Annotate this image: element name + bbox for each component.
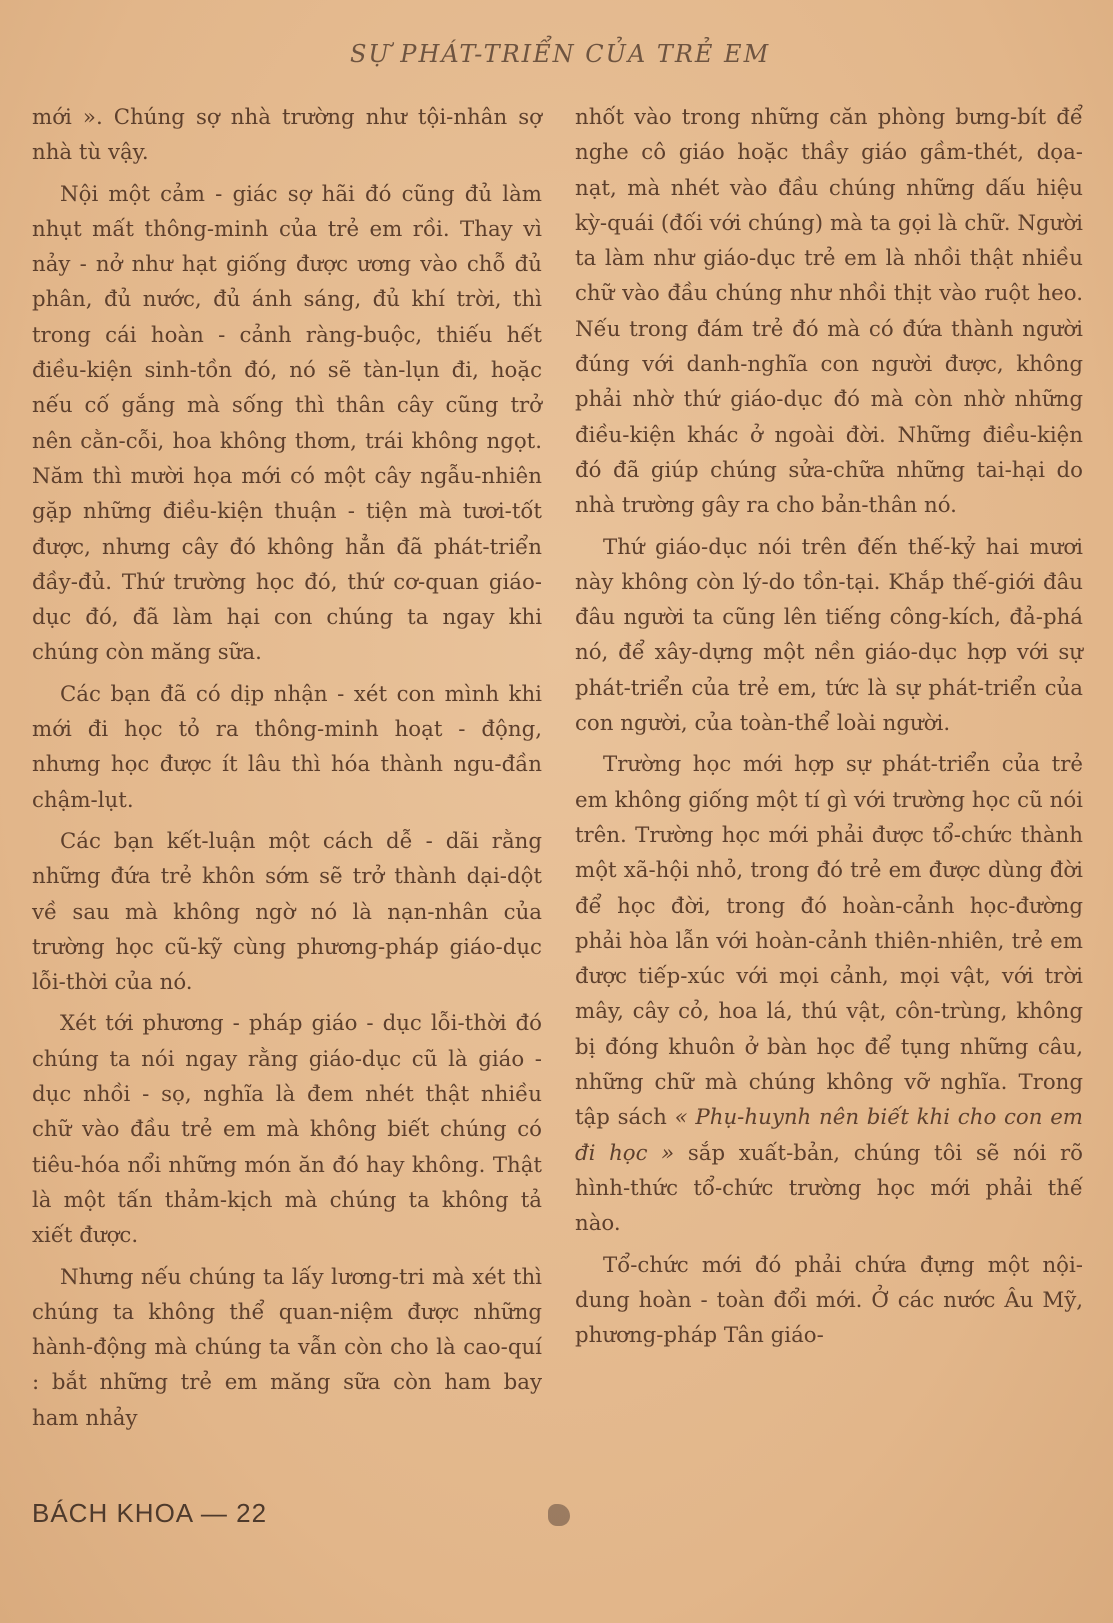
paragraph: Xét tới phương - pháp giáo - dục lỗi-thời đó chúng ta nói ngay rằng giáo-dục cũ là giáo - dục nhồi - sọ, nghĩa là đem nhét thật nhiều chữ vào đầu trẻ em mà không biết chúng có tiêu-hóa nổi những món ăn đó hay không. Thật là một tấn thảm-kịch mà chúng ta không tả xiết được. bbox=[32, 1011, 542, 1249]
paragraph: Tổ-chức mới đó phải chứa đựng một nội-dung hoàn - toàn đổi mới. Ở các nước Âu Mỹ, phương-pháp Tân giáo- bbox=[575, 1252, 1083, 1349]
running-head: SỰ PHÁT-TRIỂN CỦA TRẺ EM bbox=[350, 40, 771, 68]
paragraph: Nội một cảm - giác sợ hãi đó cũng đủ làm nhụt mất thông-minh của trẻ em rồi. Thay vì nảy - nở như hạt giống được ương vào chỗ đủ phân, đủ nước, đủ ánh sáng, đủ khí trời, thì trong cái hoàn - cảnh ràng-buộc, thiếu hết điều-kiện sinh-tồn đó, nó sẽ tàn-lụn đi, hoặc nếu cố gắng mà sống thì thân cây cũng trở nên cằn-cỗi, hoa không thơm, trái không ngọt. Năm thì mười họa mới có một cây ngẫu-nhiên gặp những điều-kiện thuận - tiện mà tươi-tốt được, nhưng cây đó không hẳn đã phát-triển đầy-đủ. Thứ trường học đó, thứ cơ-quan giáo-dục đó, đã làm hại con chúng ta ngay khi chúng còn măng sữa. bbox=[32, 181, 542, 666]
paragraph-text: Trường học mới hợp sự phát-triển của trẻ em không giống một tí gì với trường học cũ nói trên. Trường học mới phải được tổ-chức thành một xã-hội nhỏ, trong đó trẻ em được dùng đời để học đời, trong đó hoàn-cảnh học-đường phải hòa lẫn với hoàn-cảnh thiên-nhiên, trẻ em được tiếp-xúc với mọi cảnh, mọi vật, với trời mây, cây cỏ, hoa lá, thú vật, côn-trùng, không bị đóng khuôn ở bàn học để tụng những câu, những chữ mà chúng không vỡ nghĩa. Trong tập sách bbox=[575, 752, 1083, 1131]
paragraph: Các bạn đã có dịp nhận - xét con mình khi mới đi học tỏ ra thông-minh hoạt - động, nhưng học được ít lâu thì hóa thành ngu-đần chậm-lụt. bbox=[32, 681, 542, 813]
ink-stain bbox=[548, 1504, 570, 1526]
paragraph: Nhưng nếu chúng ta lấy lương-tri mà xét thì chúng ta không thể quan-niệm được những hành-động mà chúng ta vẫn còn cho là cao-quí : bắt những trẻ em măng sữa còn ham bay ham nhảy bbox=[32, 1264, 542, 1431]
left-column bbox=[32, 100, 542, 1442]
paragraph: mới ». Chúng sợ nhà trường như tội-nhân sợ nhà tù vậy. bbox=[32, 105, 542, 166]
paragraph: Thứ giáo-dục nói trên đến thế-kỷ hai mươi này không còn lý-do tồn-tại. Khắp thế-giới đâu đâu người ta cũng lên tiếng công-kích, đả-phá nó, để xây-dựng một nền giáo-dục hợp với sự phát-triển của trẻ em, tức là sự phát-triển của con người, của toàn-thể loài người. bbox=[575, 534, 1083, 737]
paragraph-text: sắp xuất-bản, chúng tôi sẽ nói rõ hình-thức tổ-chức trường học mới phải thế nào. bbox=[575, 1140, 1083, 1237]
paragraph bbox=[575, 747, 1083, 1241]
paragraph: Các bạn kết-luận một cách dễ - dãi rằng những đứa trẻ khôn sớm sẽ trở thành dại-dột về sau mà không ngờ nó là nạn-nhân của trường học cũ-kỹ cùng phương-pháp giáo-dục lỗi-thời của nó. bbox=[32, 828, 542, 996]
right-column bbox=[575, 100, 1083, 1359]
paragraph: nhốt vào trong những căn phòng bưng-bít để nghe cô giáo hoặc thầy giáo gầm-thét, dọa-nạt, mà nhét vào đầu chúng những dấu hiệu kỳ-quái (đối với chúng) mà ta gọi là chữ. Người ta làm như giáo-dục trẻ em là nhồi thật nhiều chữ vào đầu chúng như nhồi thịt vào ruột heo. Nếu trong đám trẻ đó mà có đứa thành người đúng với danh-nghĩa con người được, không phải nhờ thứ giáo-dục đó mà còn nhờ những điều-kiện khác ở ngoài đời. Những điều-kiện đó đã giúp chúng sửa-chữa những tai-hại do nhà trường gây ra cho bản-thân nó. bbox=[575, 105, 1083, 519]
page-footer: BÁCH KHOA — 22 bbox=[32, 1498, 268, 1528]
book-title: « Phụ-huynh nên biết khi cho con em đi học » bbox=[575, 1105, 1083, 1166]
